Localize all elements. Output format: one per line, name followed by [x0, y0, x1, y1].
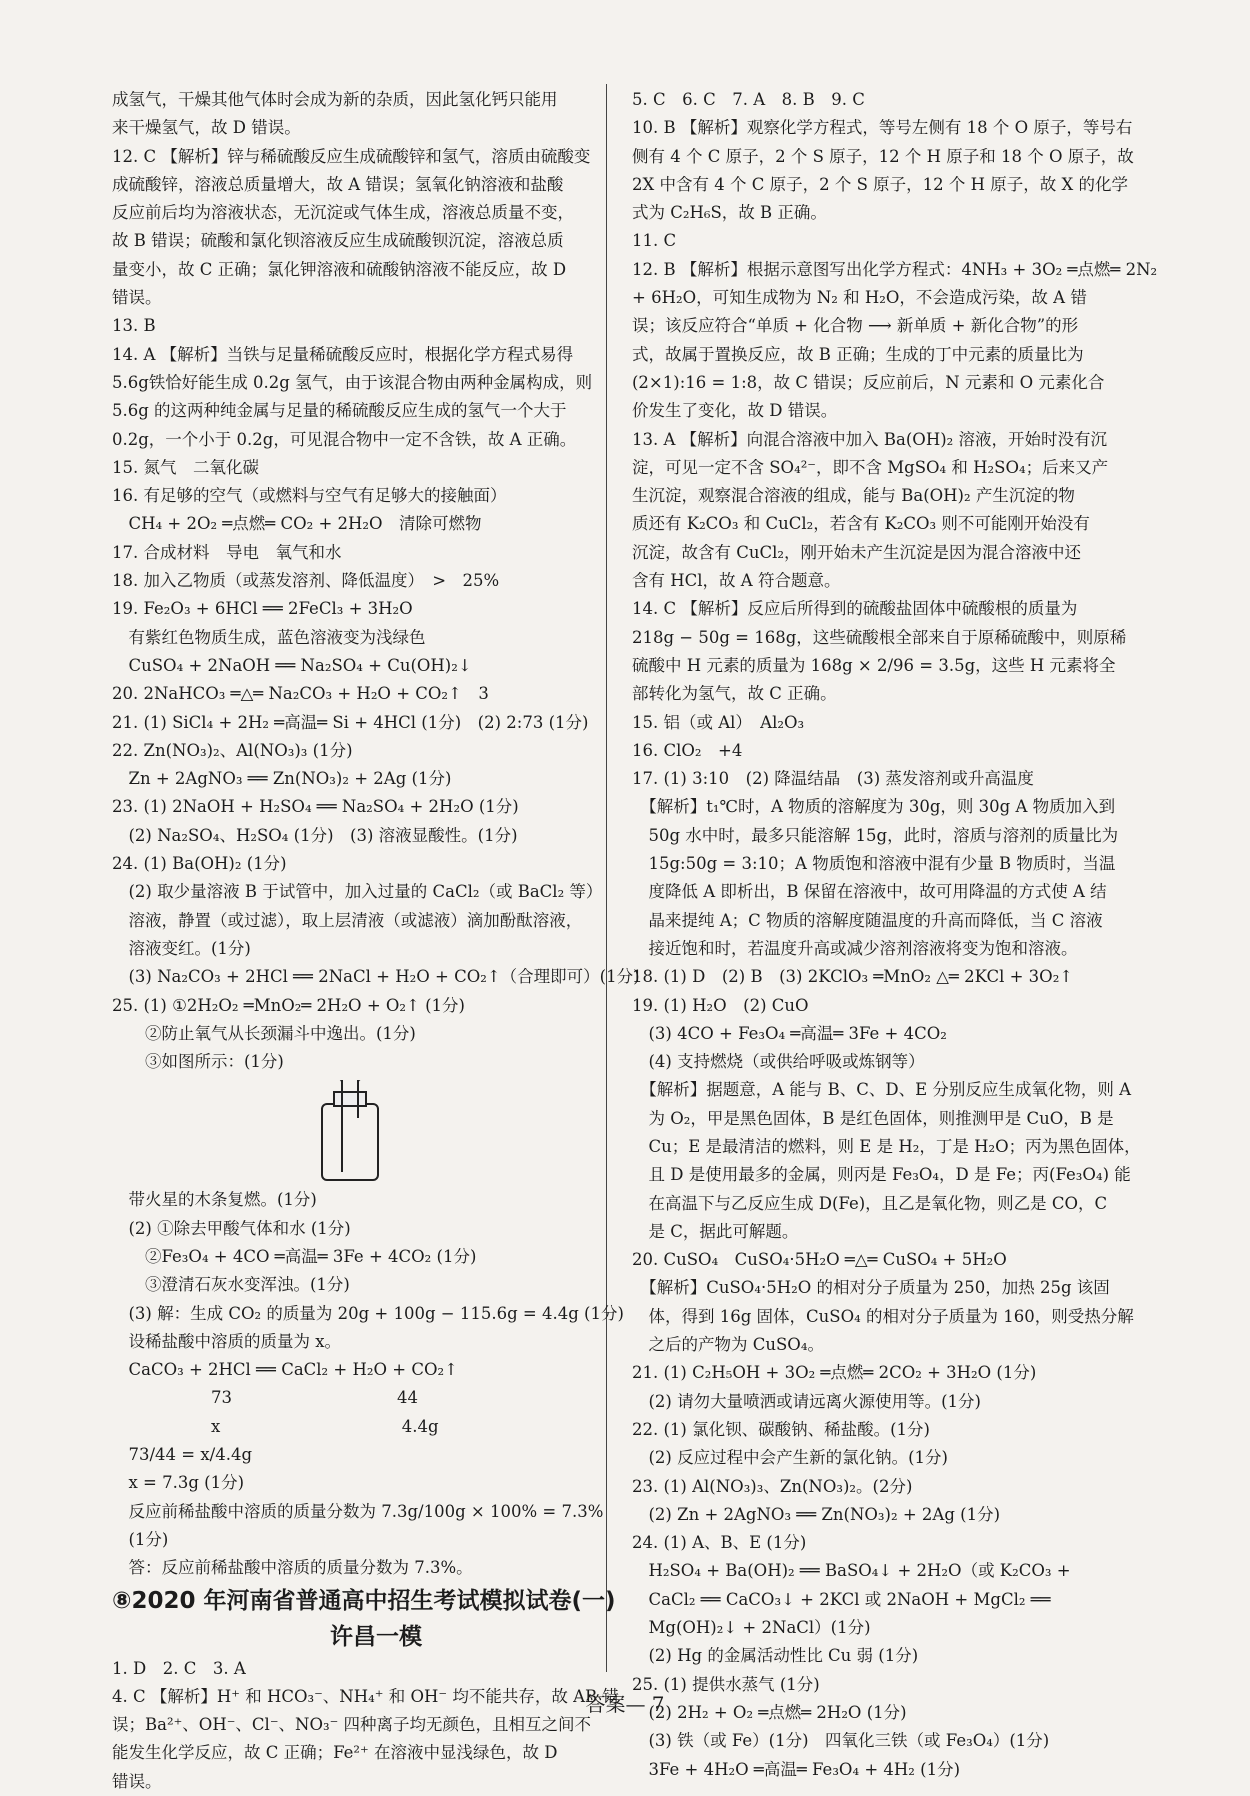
text-line: CaCl₂ ══ CaCO₃↓ + 2KCl 或 2NaOH + MgCl₂ ══ — [632, 1589, 1051, 1609]
text-line: 沉淀，故含有 CuCl₂，刚开始未产生沉淀是因为混合溶液中还 — [632, 542, 1082, 562]
text-line: CH₄ + 2O₂ ═点燃═ CO₂ + 2H₂O 清除可燃物 — [112, 514, 482, 534]
text-line: 体，得到 16g 固体，CuSO₄ 的相对分子质量为 160，则受热分解 — [632, 1306, 1134, 1326]
text-line: ③澄清石灰水变浑浊。(1分) — [112, 1275, 350, 1295]
exam-title: ⑧2020 年河南省普通高中招生考试模拟试卷(一) — [112, 1587, 616, 1614]
text-line: 含有 HCl，故 A 符合题意。 — [632, 571, 841, 591]
text-line: 73/44 = x/4.4g — [112, 1445, 253, 1465]
gas-bottle-icon — [312, 1080, 402, 1184]
exam-subtitle: 许昌一模 — [330, 1623, 422, 1650]
text-line: 溶液变红。(1分) — [112, 938, 251, 958]
text-line: 15g:50g = 3:10；A 物质饱和溶液中混有少量 B 物质时，当温 — [632, 854, 1116, 874]
text-line: 16. ClO₂ +4 — [632, 740, 743, 760]
text-line: 23. (1) Al(NO₃)₃、Zn(NO₃)₂。(2分) — [632, 1476, 913, 1496]
text-line: 5.6g 的这两种纯金属与足量的稀硫酸反应生成的氢气一个大于 — [112, 401, 567, 421]
text-line: 19. Fe₂O₃ + 6HCl ══ 2FeCl₃ + 3H₂O — [112, 599, 413, 619]
text-line: 15. 氮气 二氧化碳 — [112, 457, 259, 477]
text-line: 式为 C₂H₆S，故 B 正确。 — [632, 203, 827, 223]
text-line: 10. B 【解析】观察化学方程式，等号左侧有 18 个 O 原子，等号右 — [632, 118, 1133, 138]
page-footer: 答案— 7 — [585, 1692, 665, 1716]
text-line: 16. 有足够的空气（或燃料与空气有足够大的接触面） — [112, 486, 507, 506]
text-line: CuSO₄ + 2NaOH ══ Na₂SO₄ + Cu(OH)₂↓ — [112, 655, 472, 675]
text-line: 11. C — [632, 231, 677, 251]
text-line: ②防止氧气从长颈漏斗中逸出。(1分) — [112, 1023, 416, 1043]
text-line: 答：反应前稀盐酸中溶质的质量分数为 7.3%。 — [112, 1558, 473, 1578]
text-line: 13. A 【解析】向混合溶液中加入 Ba(OH)₂ 溶液，开始时没有沉 — [632, 429, 1108, 449]
text-line: ②Fe₃O₄ + 4CO ═高温═ 3Fe + 4CO₂ (1分) — [112, 1246, 477, 1266]
text-line: (2×1):16 = 1:8，故 C 错误；反应前后，N 元素和 O 元素化合 — [632, 372, 1105, 392]
text-line: Cu；E 是最清洁的燃料，则 E 是 H₂，丁是 H₂O；丙为黑色固体， — [632, 1136, 1141, 1156]
text-line: 21. (1) C₂H₅OH + 3O₂ ═点燃═ 2CO₂ + 3H₂O (1分) — [632, 1363, 1037, 1383]
text-line: Zn + 2AgNO₃ ══ Zn(NO₃)₂ + 2Ag (1分) — [112, 769, 452, 789]
text-line: 1. D 2. C 3. A — [112, 1658, 246, 1678]
text-line: 218g − 50g = 168g，这些硫酸根全部来自于原稀硫酸中，则原稀 — [632, 627, 1127, 647]
text-line: (2) Hg 的金属活动性比 Cu 弱 (1分) — [632, 1646, 919, 1666]
left-column — [112, 86, 640, 1796]
text-line: 25. (1) ①2H₂O₂ ═MnO₂═ 2H₂O + O₂↑ (1分) — [112, 995, 465, 1015]
text-line: 溶液，静置（或过滤），取上层清液（或滤液）滴加酚酞溶液， — [112, 910, 583, 930]
text-line: 带火星的木条复燃。(1分) — [112, 1190, 317, 1210]
text-line: 侧有 4 个 C 原子，2 个 S 原子，12 个 H 原子和 18 个 O 原子，故 — [632, 146, 1134, 166]
text-line: 生沉淀，观察混合溶液的组成，能与 Ba(OH)₂ 产生沉淀的物 — [632, 486, 1075, 506]
text-line: 在高温下与乙反应生成 D(Fe)，且乙是氧化物，则乙是 CO，C — [632, 1193, 1108, 1213]
text-line: CaCO₃ + 2HCl ══ CaCl₂ + H₂O + CO₂↑ — [112, 1360, 458, 1380]
text-line: 【解析】t₁℃时，A 物质的溶解度为 30g，则 30g A 物质加入到 — [632, 797, 1116, 817]
text-line: 5.6g铁恰好能生成 0.2g 氢气，由于该混合物由两种金属构成，则 — [112, 372, 593, 392]
text-line: 误；Ba²⁺、OH⁻、Cl⁻、NO₃⁻ 四种离子均无颜色，且相互之间不 — [112, 1715, 592, 1735]
text-line: + 6H₂O，可知生成物为 N₂ 和 H₂O，不会造成污染，故 A 错 — [632, 288, 1087, 308]
text-line: 晶来提纯 A；C 物质的溶解度随温度的升高而降低，当 C 溶液 — [632, 910, 1103, 930]
text-line: 为 O₂，甲是黑色固体，B 是红色固体，则推测甲是 CuO，B 是 — [632, 1108, 1114, 1128]
text-line: (2) ①除去甲酸气体和水 (1分) — [112, 1218, 351, 1238]
text-line: 式，故属于置换反应，故 B 正确；生成的丁中元素的质量比为 — [632, 344, 1084, 364]
text-line: 12. B 【解析】根据示意图写出化学方程式：4NH₃ + 3O₂ ═点燃═ 2N₂ — [632, 259, 1158, 279]
text-line: 是 C，据此可解题。 — [632, 1221, 799, 1241]
text-line: 19. (1) H₂O (2) CuO — [632, 995, 809, 1015]
text-line: (3) 铁（或 Fe）(1分) 四氧化三铁（或 Fe₃O₄）(1分) — [632, 1731, 1050, 1751]
text-line: 20. 2NaHCO₃ ═△═ Na₂CO₃ + H₂O + CO₂↑ 3 — [112, 684, 489, 704]
text-line: 4. C 【解析】H⁺ 和 HCO₃⁻、NH₄⁺ 和 OH⁻ 均不能共存，故 AB 错 — [112, 1686, 619, 1706]
text-line: (2) 反应过程中会产生新的氯化钠。(1分) — [632, 1448, 948, 1468]
text-line: (2) 请勿大量喷洒或请远离火源使用等。(1分) — [632, 1391, 981, 1411]
text-line: (1分) — [112, 1529, 169, 1549]
text-line: (4) 支持燃烧（或供给呼吸或炼钢等） — [632, 1052, 925, 1072]
text-line: 且 D 是使用最多的金属，则丙是 Fe₃O₄，D 是 Fe；丙(Fe₃O₄) 能 — [632, 1165, 1131, 1185]
text-line: 73 44 — [112, 1388, 418, 1408]
text-line: 错误。 — [112, 288, 162, 308]
text-line: 22. Zn(NO₃)₂、Al(NO₃)₃ (1分) — [112, 740, 353, 760]
text-line: 14. C 【解析】反应后所得到的硫酸盐固体中硫酸根的质量为 — [632, 599, 1078, 619]
text-line: 设稀盐酸中溶质的质量为 x。 — [112, 1331, 342, 1351]
text-line: 3Fe + 4H₂O ═高温═ Fe₃O₄ + 4H₂ (1分) — [632, 1759, 961, 1779]
text-line: Mg(OH)₂↓ + 2NaCl）(1分) — [632, 1618, 871, 1638]
text-line: 0.2g，一个小于 0.2g，可见混合物中一定不含铁，故 A 正确。 — [112, 429, 577, 449]
text-line: 12. C 【解析】锌与稀硫酸反应生成硫酸锌和氢气，溶质由硫酸变 — [112, 146, 591, 166]
text-line: 【解析】CuSO₄·5H₂O 的相对分子质量为 250，加热 25g 该固 — [632, 1278, 1110, 1298]
text-line: (3) 4CO + Fe₃O₄ ═高温═ 3Fe + 4CO₂ — [632, 1023, 947, 1043]
text-line: (2) 2H₂ + O₂ ═点燃═ 2H₂O (1分) — [632, 1702, 907, 1722]
text-line: 故 B 错误；硫酸和氯化钡溶液反应生成硫酸钡沉淀，溶液总质 — [112, 231, 564, 251]
text-line: 部转化为氢气，故 C 正确。 — [632, 684, 837, 704]
text-line: (3) Na₂CO₃ + 2HCl ══ 2NaCl + H₂O + CO₂↑（合理即可）(1分) — [112, 967, 640, 987]
text-line: 17. 合成材料 导电 氧气和水 — [112, 542, 342, 562]
text-line: 来干燥氢气，故 D 错误。 — [112, 118, 301, 138]
text-line: 度降低 A 即析出，B 保留在溶液中，故可用降温的方式使 A 结 — [632, 882, 1107, 902]
text-line: 15. 铝（或 Al） Al₂O₃ — [632, 712, 805, 732]
text-line: 量变小，故 C 正确；氯化钾溶液和硫酸钠溶液不能反应，故 D — [112, 259, 567, 279]
text-line: 误；该反应符合“单质 + 化合物 ⟶ 新单质 + 新化合物”的形 — [632, 316, 1079, 336]
text-line: (2) Na₂SO₄、H₂SO₄ (1分) (3) 溶液显酸性。(1分) — [112, 825, 518, 845]
text-line: 24. (1) A、B、E (1分) — [632, 1533, 807, 1553]
text-line: 21. (1) SiCl₄ + 2H₂ ═高温═ Si + 4HCl (1分) (2) 2:73 (1分) — [112, 712, 589, 732]
text-line: 13. B — [112, 316, 156, 336]
text-line: 50g 水中时，最多只能溶解 15g，此时，溶质与溶剂的质量比为 — [632, 825, 1119, 845]
text-line: H₂SO₄ + Ba(OH)₂ ══ BaSO₄↓ + 2H₂O（或 K₂CO₃ + — [632, 1561, 1071, 1581]
text-line: 24. (1) Ba(OH)₂ (1分) — [112, 854, 287, 874]
text-line: 反应前稀盐酸中溶质的质量分数为 7.3g/100g × 100% = 7.3% — [112, 1501, 604, 1521]
text-line: 20. CuSO₄ CuSO₄·5H₂O ═△═ CuSO₄ + 5H₂O — [632, 1250, 1007, 1270]
text-line: 18. (1) D (2) B (3) 2KClO₃ ═MnO₂ △═ 2KCl + 3O₂↑ — [632, 967, 1074, 987]
text-line: 之后的产物为 CuSO₄。 — [632, 1335, 824, 1355]
right-column — [632, 86, 1160, 1784]
text-line: (3) 解：生成 CO₂ 的质量为 20g + 100g − 115.6g = 4.4g (1分) — [112, 1303, 624, 1323]
text-line: 成硫酸锌，溶液总质量增大，故 A 错误；氢氧化钠溶液和盐酸 — [112, 174, 564, 194]
text-line: 23. (1) 2NaOH + H₂SO₄ ══ Na₂SO₄ + 2H₂O (1分) — [112, 797, 519, 817]
text-line: (2) 取少量溶液 B 于试管中，加入过量的 CaCl₂（或 BaCl₂ 等） — [112, 882, 603, 902]
text-line: 5. C 6. C 7. A 8. B 9. C — [632, 90, 865, 109]
text-line: 25. (1) 提供水蒸气 (1分) — [632, 1674, 820, 1694]
text-line: 价发生了变化，故 D 错误。 — [632, 401, 838, 421]
text-line: 硫酸中 H 元素的质量为 168g × 2/96 = 3.5g，这些 H 元素将全 — [632, 655, 1116, 675]
text-line: 14. A 【解析】当铁与足量稀硫酸反应时，根据化学方程式易得 — [112, 344, 574, 364]
text-line: 错误。 — [112, 1771, 162, 1791]
text-line: 17. (1) 3:10 (2) 降温结晶 (3) 蒸发溶剂或升高温度 — [632, 769, 1034, 789]
gas-bottle-figure — [112, 1076, 640, 1186]
text-line: 接近饱和时，若温度升高或减少溶剂溶液将变为饱和溶液。 — [632, 938, 1078, 958]
text-line: 反应前后均为溶液状态，无沉淀或气体生成，溶液总质量不变， — [112, 203, 574, 223]
text-line: ③如图所示：(1分) — [112, 1052, 284, 1072]
text-line: x 4.4g — [112, 1416, 439, 1436]
text-line: (2) Zn + 2AgNO₃ ══ Zn(NO₃)₂ + 2Ag (1分) — [632, 1504, 1001, 1524]
text-line: 2X 中含有 4 个 C 原子，2 个 S 原子，12 个 H 原子，故 X 的化学 — [632, 174, 1128, 194]
text-line: 淀，可见一定不含 SO₄²⁻，即不含 MgSO₄ 和 H₂SO₄；后来又产 — [632, 457, 1109, 477]
text-line: 成氢气，干燥其他气体时会成为新的杂质，因此氢化钙只能用 — [112, 90, 558, 109]
text-line: 质还有 K₂CO₃ 和 CuCl₂，若含有 K₂CO₃ 则不可能刚开始没有 — [632, 514, 1090, 534]
text-line: x = 7.3g (1分) — [112, 1473, 245, 1493]
text-line: 22. (1) 氯化钡、碳酸钠、稀盐酸。(1分) — [632, 1419, 930, 1439]
text-line: 18. 加入乙物质（或蒸发溶剂、降低温度） > 25% — [112, 571, 500, 591]
text-line: 能发生化学反应，故 C 正确；Fe²⁺ 在溶液中显浅绿色，故 D — [112, 1743, 558, 1763]
text-line: 有紫红色物质生成，蓝色溶液变为浅绿色 — [112, 627, 426, 647]
text-line: 【解析】据题意，A 能与 B、C、D、E 分别反应生成氧化物，则 A — [632, 1080, 1132, 1100]
